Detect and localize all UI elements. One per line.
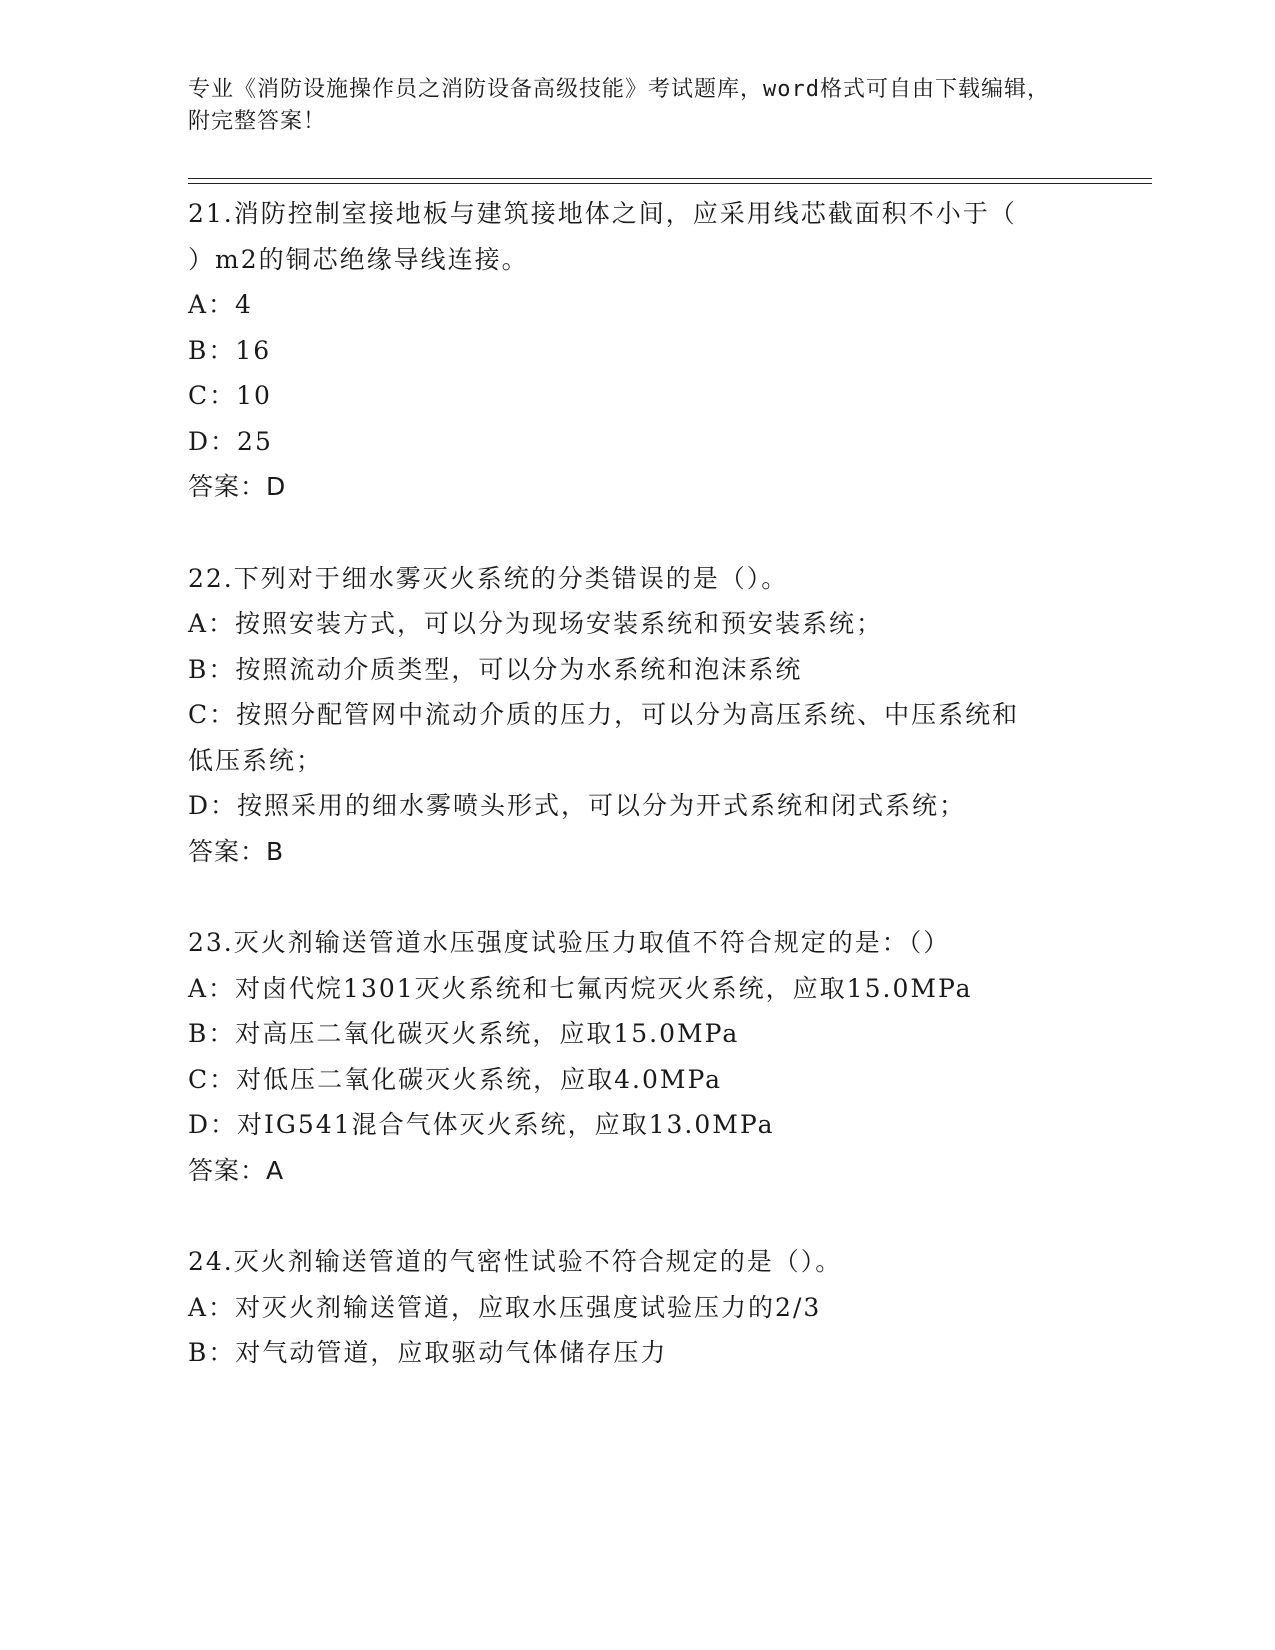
option-c: C：对低压二氧化碳灭火系统，应取4.0MPa — [188, 1064, 723, 1094]
question-stem: 23.灭火剂输送管道水压强度试验压力取值不符合规定的是：（） — [188, 928, 951, 957]
option-a: A：按照安装方式，可以分为现场安装系统和预安装系统； — [188, 609, 884, 638]
question-23 — [188, 920, 1088, 1193]
answer: 答案：B — [188, 836, 285, 866]
question-stem: 22.下列对于细水雾灭火系统的分类错误的是（）。 — [188, 563, 789, 593]
option-d: D：按照采用的细水雾喷头形式，可以分为开式系统和闭式系统； — [188, 791, 967, 820]
option-d: D：25 — [188, 426, 273, 456]
question-24 — [188, 1239, 1088, 1376]
option-b: B：对高压二氧化碳灭火系统，应取15.0MPa — [188, 1019, 740, 1048]
option-b: B：对气动管道，应取驱动气体储存压力 — [188, 1338, 668, 1367]
option-a: A：对灭火剂输送管道，应取水压强度试验压力的2/3 — [188, 1292, 822, 1322]
question-stem: 24.灭火剂输送管道的气密性试验不符合规定的是（）。 — [188, 1247, 843, 1276]
question-list — [188, 191, 1088, 1422]
option-c: C：10 — [188, 381, 272, 410]
question-21 — [188, 191, 1088, 510]
document-header: 专业《消防设施操作员之消防设备高级技能》考试题库，word格式可自由下载编辑，附完整答案！ — [188, 77, 1050, 134]
answer: 答案：A — [188, 1155, 285, 1185]
option-a: A：对卤代烷1301灭火系统和七氟丙烷灭火系统，应取15.0MPa — [188, 973, 973, 1003]
question-stem-continued: ）m2的铜芯绝缘导线连接。 — [188, 244, 529, 274]
header-divider-top — [188, 178, 1152, 179]
option-d: D：对IG541混合气体灭火系统，应取13.0MPa — [188, 1110, 775, 1139]
header-divider-bottom — [188, 183, 1152, 184]
option-b: B：按照流动介质类型，可以分为水系统和泡沫系统 — [188, 654, 803, 684]
question-stem: 21.消防控制室接地板与建筑接地体之间，应采用线芯截面积不小于（ — [188, 199, 1017, 228]
option-c-continued: 低压系统； — [188, 745, 324, 775]
answer: 答案：D — [188, 472, 287, 501]
option-b: B：16 — [188, 335, 272, 365]
option-c: C：按照分配管网中流动介质的压力，可以分为高压系统、中压系统和 — [188, 700, 1020, 729]
option-a: A：4 — [188, 290, 253, 319]
question-22 — [188, 556, 1088, 875]
